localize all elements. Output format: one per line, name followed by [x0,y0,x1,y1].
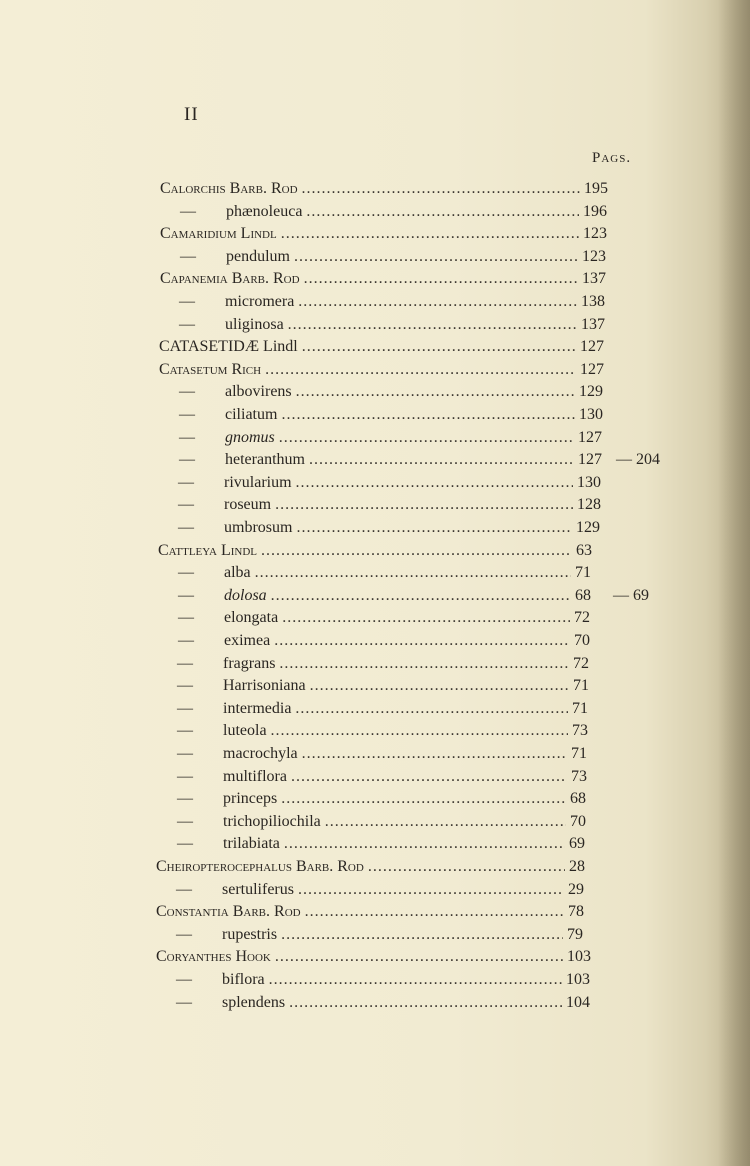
index-entry [177,745,619,769]
dot-leader [295,700,568,718]
genus-name: CATASETIDÆ Lindl [159,338,298,355]
page-reference: 28 [569,858,585,875]
index-entry [178,587,623,611]
genus-name: Cattleya Lindl [158,542,257,559]
dot-leader [368,858,565,876]
ditto-dash: — [178,519,194,536]
ditto-dash: — [178,587,194,604]
dot-leader [269,971,562,989]
page-reference: 130 [577,474,601,491]
page-reference: 68 [570,790,586,807]
additional-page-reference: — 204 [616,451,660,468]
species-name: luteola [223,722,267,739]
index-entry [178,519,624,543]
dot-leader [274,632,570,650]
species-name: sertuliferus [222,881,294,898]
species-name: umbrosum [224,519,293,536]
genus-name: Catasetum Rich [159,361,262,378]
genus-name: Calorchis Barb. Rod [160,180,298,197]
index-entry [176,994,614,1018]
page-reference: 137 [582,270,606,287]
page-reference: 123 [582,248,606,265]
page-reference: 70 [574,632,590,649]
ditto-dash: — [178,474,194,491]
species-name: trilabiata [223,835,280,852]
dot-leader [289,994,562,1012]
ditto-dash: — [176,971,192,988]
index-entry [159,361,628,385]
page-spine-shadow [718,0,750,1166]
ditto-dash: — [179,451,195,468]
species-name: biflora [222,971,265,988]
genus-name: Coryanthes Hook [156,948,271,965]
page-reference: 73 [572,722,588,739]
dot-leader [281,406,575,424]
dot-leader [291,768,567,786]
page-reference: 138 [581,293,605,310]
ditto-dash: — [177,655,193,672]
species-name: intermedia [223,700,292,717]
species-name: phænoleuca [226,203,303,220]
index-entry [160,270,630,294]
ditto-dash: — [176,994,192,1011]
species-name: multiflora [223,768,287,785]
ditto-dash: — [177,722,193,739]
species-name: rivularium [224,474,292,491]
species-name: uliginosa [225,316,284,333]
index-entry [178,496,625,520]
dot-leader [288,316,577,334]
index-entry [156,903,616,927]
page-reference: 129 [576,519,600,536]
genus-name: Constantia Barb. Rod [156,903,301,920]
page-reference: 71 [575,564,591,581]
page-reference: 103 [566,971,590,988]
page-reference: 70 [570,813,586,830]
index-entry [178,474,625,498]
dot-leader [302,338,576,356]
ditto-dash: — [178,496,194,513]
ditto-dash: — [177,813,193,830]
page-reference: 127 [580,338,604,355]
dot-leader [255,564,571,582]
genus-name: Capanemia Barb. Rod [160,270,300,287]
page-reference: 72 [574,609,590,626]
page-reference: 128 [577,496,601,513]
ditto-dash: — [177,790,193,807]
species-name: ciliatum [225,406,278,423]
dot-leader [279,429,574,447]
dot-leader [306,203,579,221]
ditto-dash: — [179,383,195,400]
ditto-dash: — [180,203,196,220]
ditto-dash: — [178,632,194,649]
index-entry [156,858,617,882]
page-reference: 79 [567,926,583,943]
dot-leader [310,677,569,695]
page-reference: 195 [584,180,608,197]
dot-leader [309,451,574,469]
page-reference: 103 [567,948,591,965]
dot-leader [271,722,568,740]
ditto-dash: — [177,768,193,785]
dot-leader [296,519,572,537]
ditto-dash: — [176,926,192,943]
index-entry [180,248,630,272]
species-name: gnomus [225,429,275,446]
species-name: princeps [223,790,278,807]
index-entry [179,293,629,317]
page-reference: 123 [583,225,607,242]
ditto-dash: — [179,293,195,310]
dot-leader [282,609,570,627]
dot-leader [284,835,565,853]
ditto-dash: — [177,677,193,694]
species-name: eximea [224,632,271,649]
index-entry [180,203,631,227]
page-reference: 68 [575,587,591,604]
page-reference: 71 [573,677,589,694]
index-entry [179,429,626,453]
ditto-dash: — [180,248,196,265]
species-name: pendulum [226,248,290,265]
index-entry [159,338,628,362]
genus-name: Cheiropterocephalus Barb. Rod [156,858,364,875]
dot-leader [275,948,563,966]
dot-leader [265,361,576,379]
index-entry [179,406,627,430]
ditto-dash: — [176,881,192,898]
species-name: heteranthum [225,451,305,468]
page-reference: 196 [583,203,607,220]
index-entry [178,632,622,656]
page-reference: 78 [568,903,584,920]
dot-leader [298,881,564,899]
page-reference: 71 [572,700,588,717]
species-name: macrochyla [223,745,298,762]
species-name: albovirens [225,383,292,400]
page-reference: 127 [578,451,602,468]
species-name: fragrans [223,655,276,672]
dot-leader [296,474,573,492]
index-entry [176,926,615,950]
dot-leader [281,926,563,944]
page-number: II [184,104,199,125]
species-name: roseum [224,496,272,513]
page-reference: 129 [579,383,603,400]
dot-leader [281,790,566,808]
species-name: alba [224,564,251,581]
species-name: splendens [222,994,286,1011]
dot-leader [302,180,580,198]
index-entry [176,971,614,995]
page-reference: 73 [571,768,587,785]
dot-leader [296,383,575,401]
dot-leader [275,496,573,514]
index-entry [178,609,622,633]
page-reference: 130 [579,406,603,423]
genus-name: Camaridium Lindl [160,225,277,242]
dot-leader [325,813,566,831]
species-name: dolosa [224,587,267,604]
index-entry [179,451,626,475]
index-entry [177,790,618,814]
page-reference: 127 [580,361,604,378]
dot-leader [294,248,578,266]
pages-column-header: Pags. [592,150,632,166]
index-entry [177,835,617,859]
dot-leader [298,293,577,311]
index-entry [177,722,620,746]
dot-leader [281,225,579,243]
index-entry [177,655,621,679]
index-entry [156,948,615,972]
index-entry [179,316,629,340]
page-reference: 29 [568,881,584,898]
index-entry [177,700,620,724]
dot-leader [302,745,567,763]
dot-leader [304,270,578,288]
index-entry [179,383,627,407]
index-entry [177,813,618,837]
index-entry [176,881,616,905]
species-name: trichopiliochila [223,813,321,830]
page-reference: 137 [581,316,605,333]
dot-leader [279,655,569,673]
ditto-dash: — [179,316,195,333]
page-reference: 71 [571,745,587,762]
species-name: elongata [224,609,279,626]
ditto-dash: — [179,406,195,423]
ditto-dash: — [179,429,195,446]
species-name: rupestris [222,926,278,943]
additional-page-reference: — 69 [613,587,649,604]
index-entry [178,564,623,588]
index-entry [160,225,631,249]
species-name: micromera [225,293,295,310]
page-reference: 72 [573,655,589,672]
dot-leader [271,587,571,605]
ditto-dash: — [177,745,193,762]
ditto-dash: — [178,609,194,626]
ditto-dash: — [178,564,194,581]
index-entry [177,768,619,792]
dot-leader [305,903,564,921]
page-reference: 63 [576,542,592,559]
ditto-dash: — [177,835,193,852]
index-entry [158,542,624,566]
dot-leader [261,542,572,560]
page-reference: 69 [569,835,585,852]
page-reference: 104 [566,994,590,1011]
ditto-dash: — [177,700,193,717]
index-entry [177,677,621,701]
page-reference: 127 [578,429,602,446]
species-name: Harrisoniana [223,677,306,694]
index-entry [160,180,632,204]
